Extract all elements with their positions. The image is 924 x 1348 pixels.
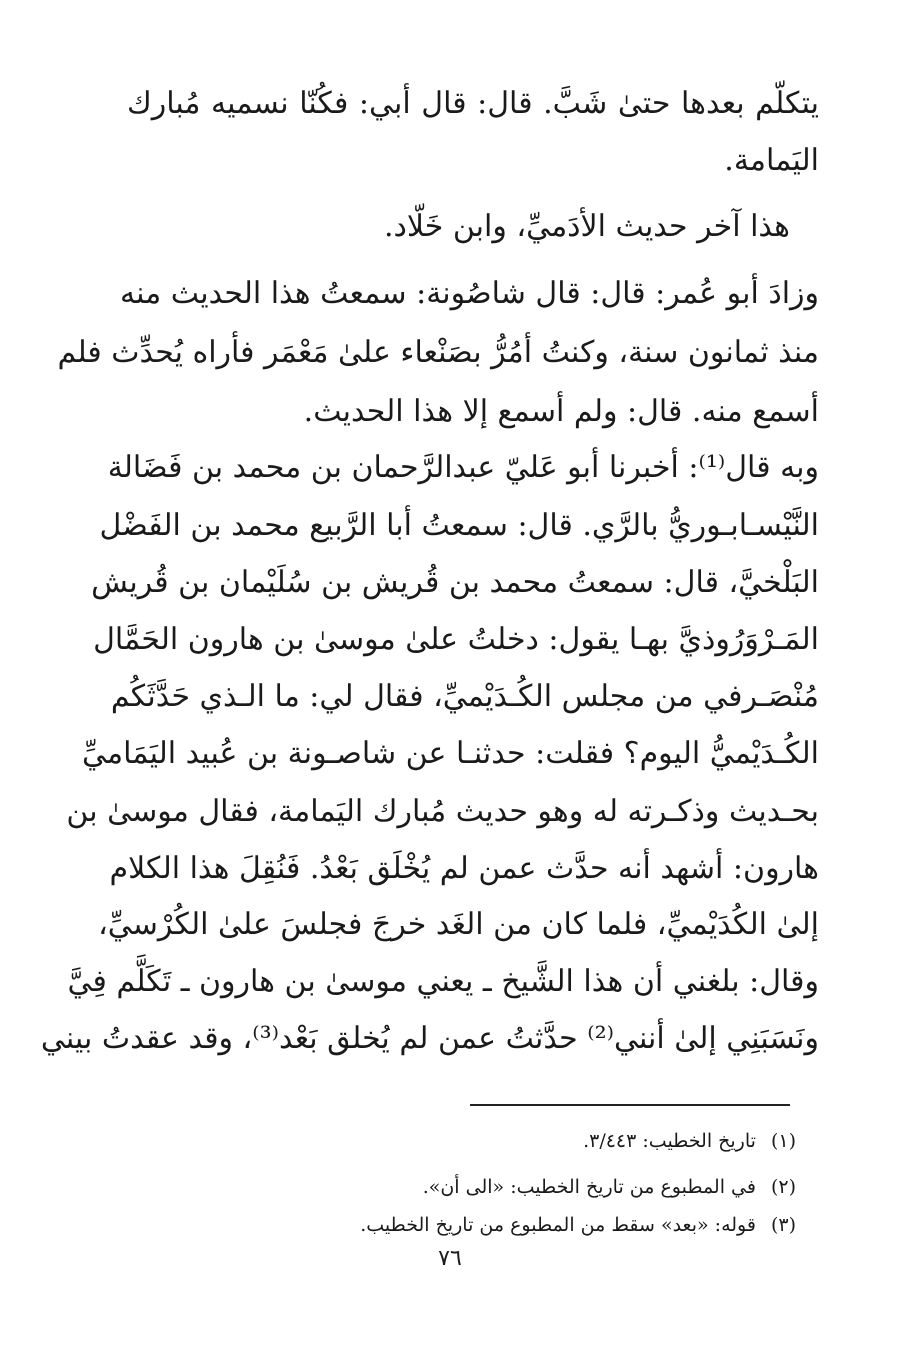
text-line-7: وبه قال⁽¹⁾: أخبرنا أبو عَليّ عبدالرَّحمان بن محمد بن فَضَالة: [107, 450, 819, 485]
text-line-14: هارون: أشهد أنه حدَّث عمن لم يُخْلَق بَعْدُ. فَنُقِلَ هذا الكلام: [109, 851, 819, 886]
footnote-number: (٣): [770, 1214, 796, 1236]
text-line-1: يتكلّم بعدها حتىٰ شَبَّ. قال: قال أبي: فكُنّا نسميه مُبارك: [127, 86, 819, 121]
footnote-1: [196, 1128, 796, 1154]
text-line-11: مُنْصَـرفي من مجلس الكُـدَيْميِّ، فقال لي: ما الـذي حَدَّثَكُم: [110, 679, 819, 714]
footnote-text: تاريخ الخطيب: ٣/٤٤٣.: [583, 1130, 756, 1152]
text-line-9: البَلْخيَّ، قال: سمعتُ محمد بن قُريش بن سُلَيْمان بن قُريش: [91, 565, 819, 600]
footnote-2: [196, 1174, 796, 1200]
text-line-5: منذ ثمانون سنة، وكنتُ أمُرُّ بصَنْعاء علىٰ مَعْمَر فأراه يُحدِّث فلم: [57, 335, 819, 370]
text-line-3: هذا آخر حديث الأدَميِّ، وابن خَلّاد.: [383, 209, 790, 244]
text-line-17: ونَسَبَنِي إلىٰ أنني⁽²⁾ حدَّثتُ عمن لم يُخلق بَعْد⁽³⁾، وقد عقدتُ بيني: [40, 1021, 819, 1056]
text-line-6: أسمع منه. قال: ولم أسمع إلا هذا الحديث.: [303, 394, 819, 429]
text-line-16: وقال: بلغني أن هذا الشَّيخ ـ يعني موسىٰ بن هارون ـ تَكَلَّم فِيَّ: [67, 964, 819, 999]
footnote-text: في المطبوع من تاريخ الخطيب: «الى أن».: [422, 1176, 756, 1198]
footnote-number: (٢): [770, 1176, 796, 1198]
text-line-2: اليَمامة.: [724, 143, 819, 178]
page-number: ٧٦: [438, 1246, 462, 1271]
footnote-text: قوله: «بعد» سقط من المطبوع من تاريخ الخطيب.: [360, 1214, 756, 1236]
footnote-number: (١): [770, 1130, 796, 1152]
text-line-10: المَـرْوَرُوذيَّ بهـا يقول: دخلتُ علىٰ موسىٰ بن هارون الحَمَّال: [93, 622, 819, 657]
text-line-12: الكُـدَيْميُّ اليوم؟ فقلت: حدثنـا عن شاصـونة بن عُبيد اليَمَاميِّ: [82, 736, 819, 771]
footnote-divider: [470, 1104, 790, 1106]
footnote-3: [196, 1212, 796, 1238]
text-line-13: بحـديث وذكـرته له وهو حديث مُبارك اليَمامة، فقال موسىٰ بن: [66, 794, 819, 829]
text-line-4: وزادَ أبو عُمر: قال: قال شاصُونة: سمعتُ هذا الحديث منه: [120, 276, 819, 311]
text-line-8: النَّيْسـابـوريُّ بالرَّي. قال: سمعتُ أبا الرَّبيع محمد بن الفَضْل: [99, 508, 819, 543]
text-line-15: إلىٰ الكُدَيْميِّ، فلما كان من الغَد خرجَ فجلسَ علىٰ الكُرْسيِّ،: [98, 907, 819, 942]
